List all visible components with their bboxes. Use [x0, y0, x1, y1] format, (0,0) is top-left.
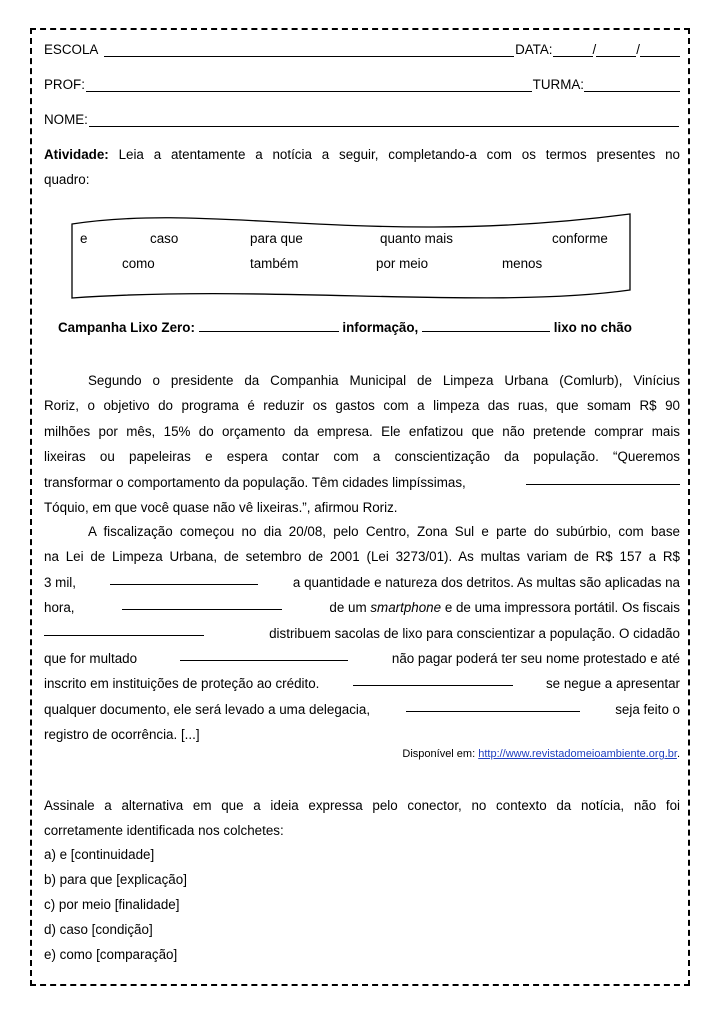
p2-line-1: A fiscalização começou no dia 20/08, pelo Centro, Zona Sul e parte do subúrbio, com base	[88, 524, 680, 539]
p2-blank-5[interactable]	[353, 674, 513, 686]
p2-blank-1[interactable]	[110, 573, 258, 585]
question-line-1: Assinale a alternativa em que a ideia expressa pelo conector, no contexto da notícia, não foi	[44, 798, 680, 813]
p1-blank-1[interactable]	[526, 473, 680, 485]
school-label: ESCOLA	[44, 42, 99, 57]
p1-line-6: Tóquio, em que você quase não vê lixeiras.”, afirmou Roriz.	[44, 499, 398, 515]
p2-line-9: registro de ocorrência. [...]	[44, 727, 200, 743]
name-row	[44, 112, 680, 127]
source-label: Disponível em:	[402, 748, 476, 760]
p2-blank-4[interactable]	[180, 649, 348, 661]
title-blank-2[interactable]	[422, 320, 550, 332]
word-menos: menos	[502, 256, 543, 271]
p2-line-6a: que for multado	[44, 650, 138, 666]
p2-line-3b: a quantidade e natureza dos detritos. As multas são aplicadas na	[292, 574, 680, 590]
date-slash-2: /	[636, 42, 640, 57]
class-field[interactable]	[584, 79, 680, 92]
activity-text-1: Leia a atentamente a notícia a seguir, completando-a com os termos presentes no	[118, 147, 680, 162]
option-e[interactable]: e) como [comparação]	[44, 947, 178, 962]
p2-line-7a: inscrito em instituições de proteção ao crédito.	[44, 676, 320, 692]
class-label: TURMA:	[532, 77, 584, 92]
p1-line-3: milhões por mês, 15% do orçamento da empresa. Ele enfatizou que não pretende comprar mais	[44, 423, 680, 439]
question-text	[44, 793, 680, 844]
option-b[interactable]: b) para que [explicação]	[44, 872, 187, 887]
p1-line-2: Roriz, o objetivo do programa é reduzir os gastos com a limpeza das ruas, que somam R$ 90	[44, 398, 680, 414]
date-year-field[interactable]	[640, 44, 680, 57]
title-part-3: lixo no chão	[553, 320, 632, 335]
article-title	[58, 320, 632, 335]
title-part-2: informação,	[342, 320, 419, 335]
teacher-field[interactable]	[86, 79, 532, 92]
p2-blank-3[interactable]	[44, 624, 204, 636]
name-field[interactable]	[89, 114, 679, 127]
source-period: .	[676, 748, 680, 760]
word-para-que: para que	[250, 231, 303, 246]
word-tambem: também	[250, 256, 299, 271]
p2-line-8b: seja feito o	[615, 701, 680, 717]
word-conforme: conforme	[552, 231, 608, 246]
p2-line-3a: 3 mil,	[44, 574, 76, 590]
p2-line-4-italic: smartphone	[370, 600, 442, 616]
teacher-label: PROF:	[44, 77, 85, 92]
option-a[interactable]: a) e [continuidade]	[44, 847, 155, 862]
date-slash-1: /	[592, 42, 597, 57]
p2-line-8a: qualquer documento, ele será levado a uma delegacia,	[44, 701, 371, 717]
word-caso: caso	[150, 231, 179, 246]
school-field[interactable]	[104, 44, 514, 57]
article-paragraph-1	[44, 368, 680, 520]
source-link[interactable]: http://www.revistadomeioambiente.org.br	[478, 748, 677, 760]
name-label: NOME:	[44, 112, 88, 127]
p1-line-4: lixeiras ou papeleiras e espera contar com a conscientização da população. “Queremos	[44, 449, 680, 465]
word-por-meio: por meio	[376, 256, 429, 271]
title-part-1: Campanha Lixo Zero:	[58, 320, 195, 335]
option-c[interactable]: c) por meio [finalidade]	[44, 897, 180, 912]
p1-line-5: transformar o comportamento da população. Têm cidades limpíssimas,	[44, 474, 466, 490]
option-d[interactable]: d) caso [condição]	[44, 922, 153, 937]
activity-label: Atividade:	[44, 147, 109, 162]
article-paragraph-2	[44, 519, 680, 748]
date-month-field[interactable]	[596, 44, 636, 57]
teacher-row	[44, 77, 680, 92]
source-citation	[402, 748, 680, 760]
activity-text-2: quadro:	[44, 172, 90, 188]
p2-line-7b: se negue a apresentar	[545, 676, 680, 692]
p2-line-2: na Lei de Limpeza Urbana, de setembro de 2001 (Lei 3273/01). As multas variam de R$ 157 a R$	[44, 549, 680, 565]
question-line-2: corretamente identificada nos colchetes:	[44, 823, 284, 839]
p2-blank-2[interactable]	[122, 598, 282, 610]
p2-line-4c: e de uma impressora portátil. Os fiscais	[444, 600, 680, 616]
p2-blank-6[interactable]	[406, 700, 580, 712]
p2-line-4b: de um	[329, 600, 367, 616]
word-quanto-mais: quanto mais	[380, 231, 453, 246]
activity-instructions	[44, 142, 680, 193]
word-como: como	[122, 256, 155, 271]
school-row	[44, 42, 680, 57]
p2-line-4a: hora,	[44, 600, 75, 616]
date-day-field[interactable]	[553, 44, 593, 57]
word-e: e	[80, 231, 88, 246]
p1-line-1: Segundo o presidente da Companhia Municipal de Limpeza Urbana (Comlurb), Vinícius	[88, 373, 680, 388]
date-label: DATA:	[515, 42, 553, 57]
p2-line-6b: não pagar poderá ter seu nome protestado e até	[391, 650, 680, 666]
p2-line-5: distribuem sacolas de lixo para conscientizar a população. O cidadão	[269, 625, 680, 641]
title-blank-1[interactable]	[199, 320, 339, 332]
